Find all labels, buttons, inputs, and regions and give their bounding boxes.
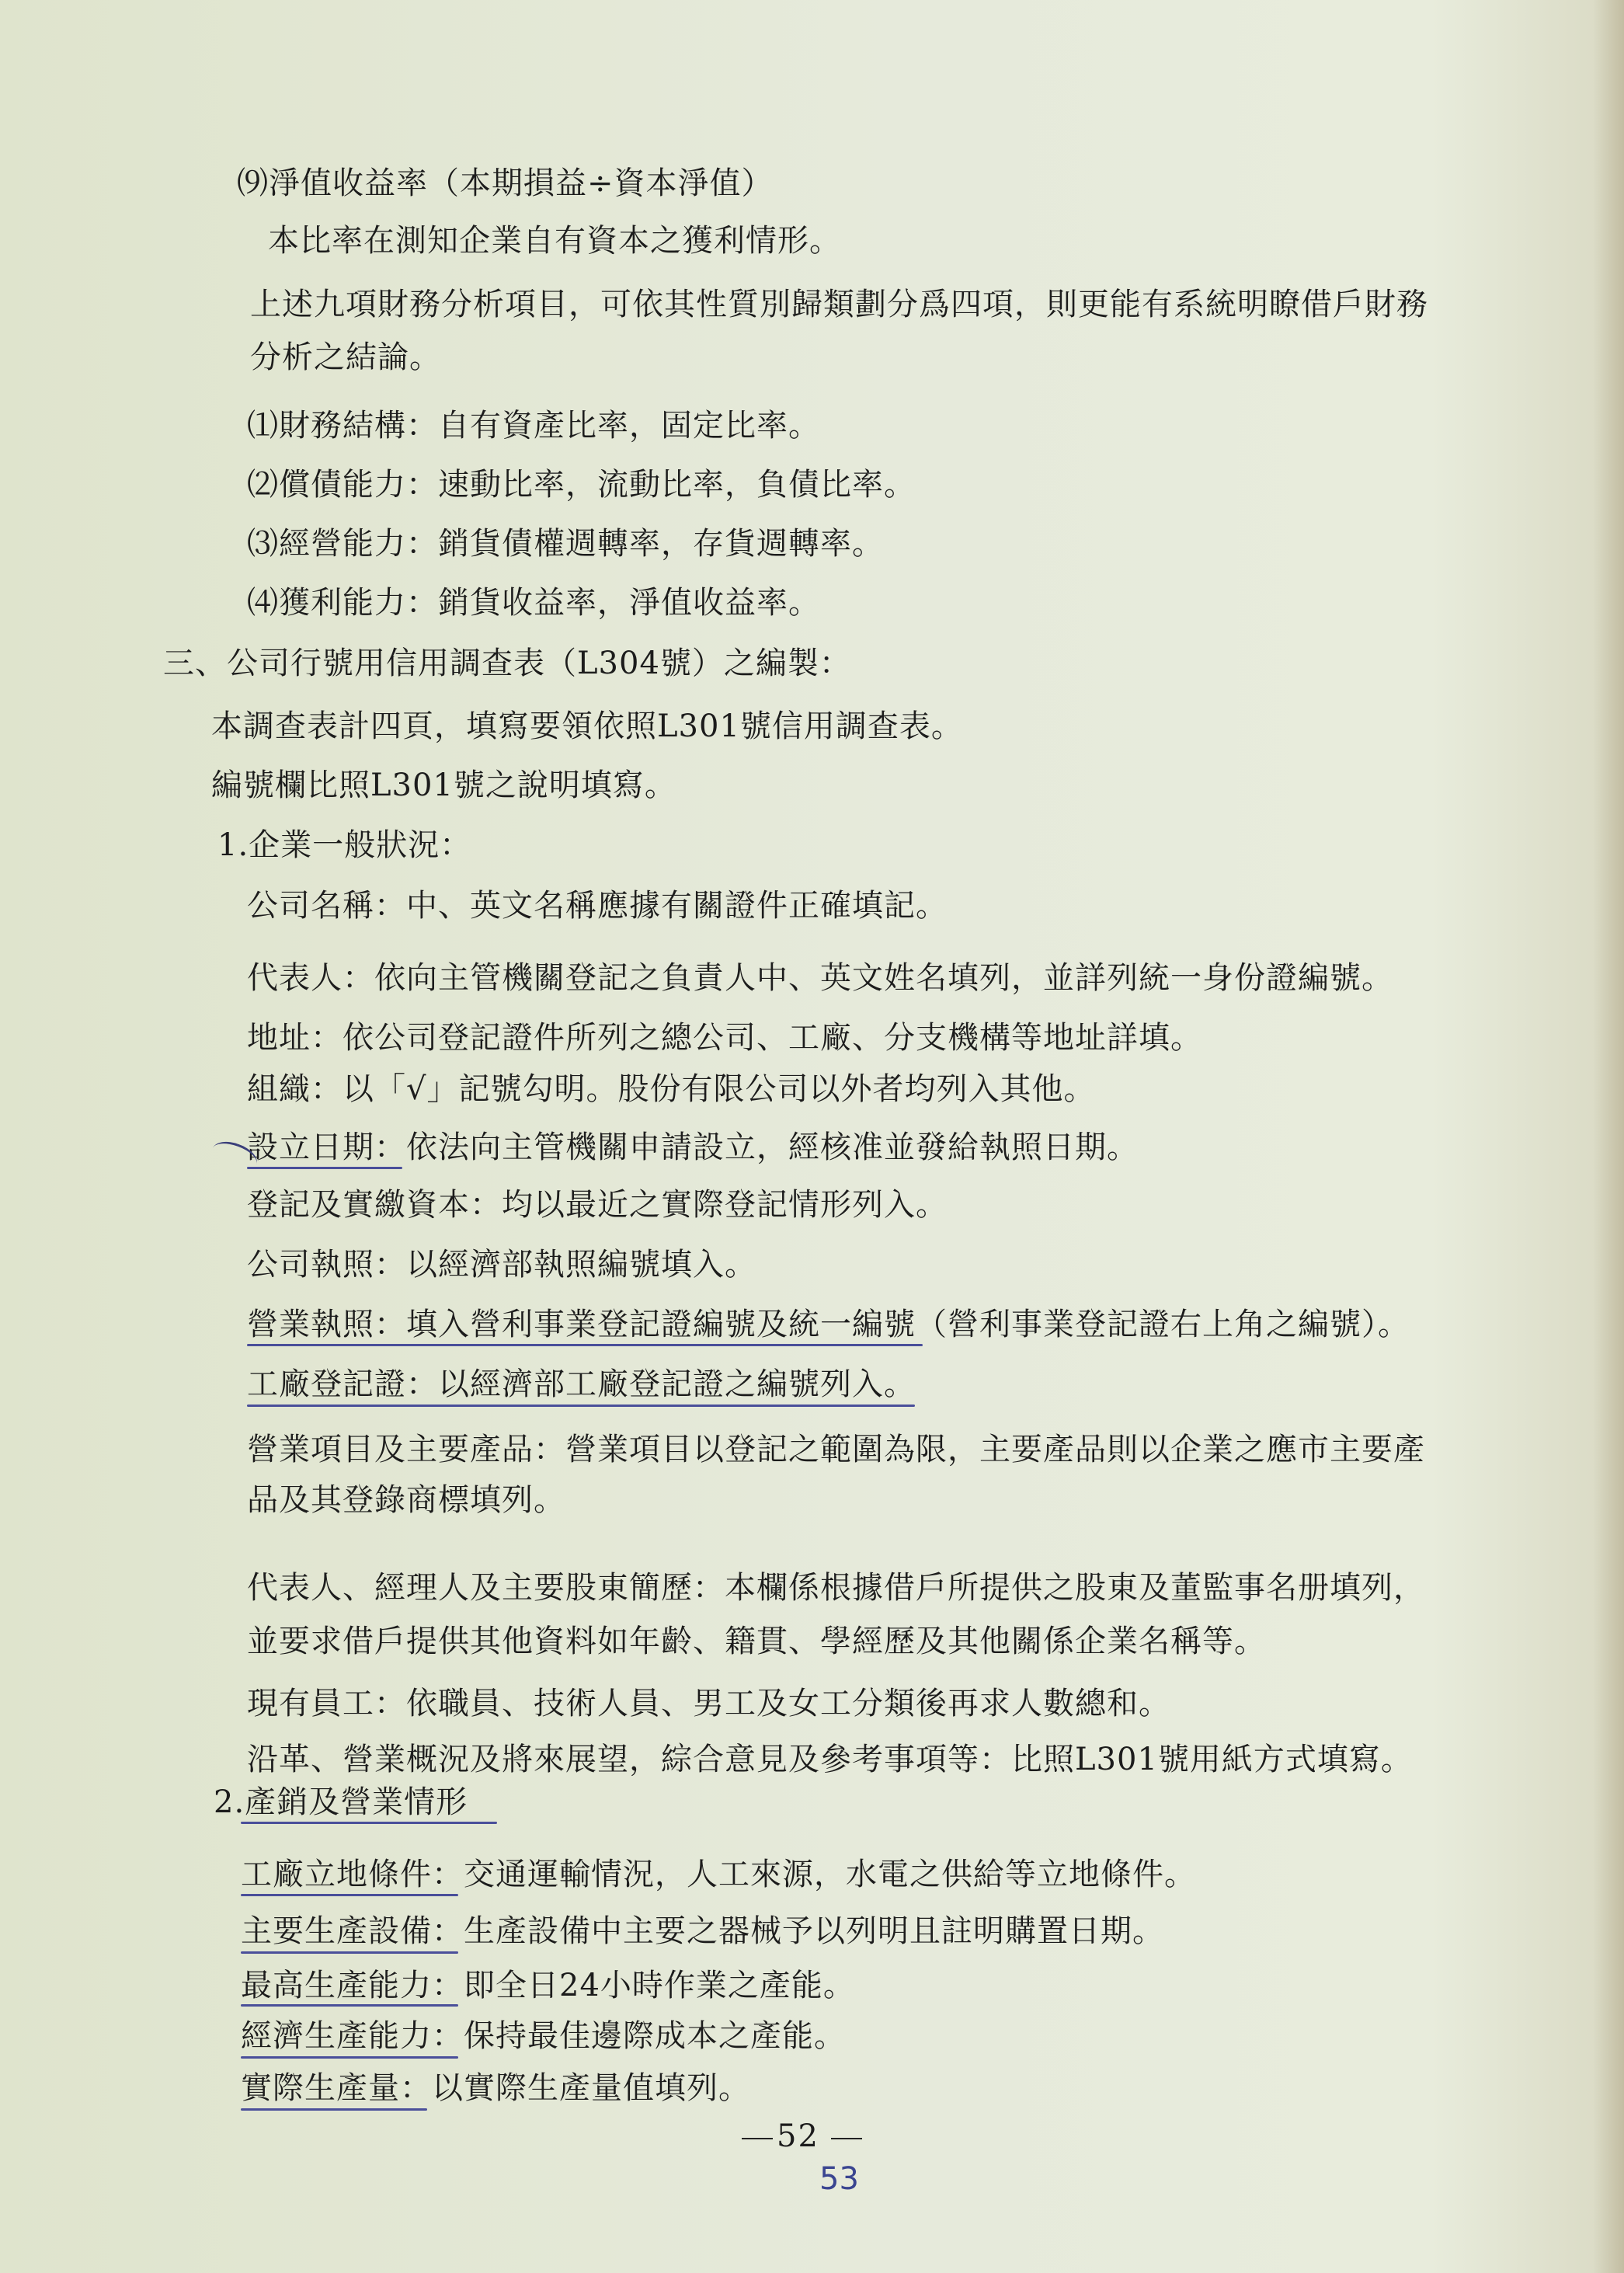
text-line-30: 主要生產設備：生產設備中主要之器械予以列明且註明購置日期。	[241, 1913, 1164, 1949]
text-line-27: 沿革、營業概況及將來展望，綜合意見及參考事項等：比照L301號用紙方式填寫。	[247, 1742, 1413, 1777]
text-line-17: 設立日期：依法向主管機關申請設立，經核准並發給執照日期。	[247, 1130, 1139, 1165]
text-line-05: ⑴財務結構：自有資產比率，固定比率。	[247, 408, 820, 444]
pen-underline	[247, 1405, 915, 1407]
text-line-02: 本比率在測知企業自有資本之獲利情形。	[268, 223, 841, 259]
text-line-08: ⑷獲利能力：銷貨收益率，淨值收益率。	[247, 585, 820, 621]
text-line-07: ⑶經營能力：銷貨債權週轉率，存貨週轉率。	[247, 526, 884, 562]
text-line-29: 工廠立地條件：交通運輸情況，人工來源，水電之供給等立地條件。	[241, 1857, 1196, 1892]
pen-underline	[247, 1344, 923, 1346]
pen-underline	[241, 2004, 458, 2007]
pen-underline	[241, 2056, 458, 2059]
pen-underline	[241, 1951, 458, 1954]
text-line-04: 分析之結論。	[250, 339, 441, 375]
text-line-03: 上述九項財務分析項目，可依其性質別歸類劃分爲四項，則更能有系統明瞭借戶財務	[250, 287, 1428, 322]
text-line-33: 實際生產量：以實際生產量值填列。	[241, 2070, 750, 2106]
text-line-13: 公司名稱：中、英文名稱應據有關證件正確填記。	[247, 888, 948, 924]
text-line-14: 代表人：依向主管機關登記之負責人中、英文姓名填列，並詳列統一身份證編號。	[247, 960, 1393, 996]
text-line-31: 最高生產能力：即全日24小時作業之產能。	[241, 1968, 855, 2003]
page-number-dash-left	[742, 2138, 773, 2139]
text-line-15: 地址：依公司登記證件所列之總公司、工廠、分支機構等地址詳填。	[247, 1020, 1202, 1056]
pen-underline	[247, 1167, 402, 1169]
text-line-06: ⑵償債能力：速動比率，流動比率，負債比率。	[247, 467, 916, 503]
text-line-32: 經濟生產能力：保持最佳邊際成本之產能。	[241, 2018, 846, 2054]
pen-underline	[241, 1822, 497, 1824]
text-line-16: 組織：以「√」記號勾明。股份有限公司以外者均列入其他。	[247, 1071, 1096, 1107]
subsection-heading-2: 2.產銷及營業情形	[214, 1784, 468, 1820]
subsection-heading-1: 1.企業一般狀況：	[217, 827, 472, 863]
text-line-18: 登記及實繳資本：均以最近之實際登記情形列入。	[247, 1187, 948, 1223]
text-line-21: 工廠登記證：以經濟部工廠登記證之編號列入。	[247, 1366, 916, 1402]
text-line-11: 編號欄比照L301號之說明填寫。	[211, 768, 676, 803]
text-line-26: 現有員工：依職員、技術人員、男工及女工分類後再求人數總和。	[247, 1686, 1170, 1721]
page-number: 52	[777, 2118, 819, 2154]
text-line-25: 並要求借戶提供其他資料如年齡、籍貫、學經歷及其他關係企業名稱等。	[247, 1624, 1266, 1659]
text-line-20: 營業執照：填入營利事業登記證編號及統一編號（營利事業登記證右上角之編號）。	[247, 1307, 1410, 1342]
pen-underline	[241, 2108, 427, 2111]
pen-underline	[241, 1894, 458, 1896]
text-line-23: 品及其登錄商標填列。	[247, 1482, 565, 1518]
page-number-dash-right	[831, 2138, 862, 2139]
text-line-01: ⑼淨值收益率（本期損益÷資本淨值）	[237, 165, 774, 201]
section-heading-3: 三、公司行號用信用調查表（L304號）之編製：	[163, 646, 851, 681]
text-line-19: 公司執照：以經濟部執照編號填入。	[247, 1247, 756, 1283]
text-line-10: 本調查表計四頁，填寫要領依照L301號信用調查表。	[211, 708, 963, 744]
text-line-22: 營業項目及主要產品：營業項目以登記之範圍為限，主要產品則以企業之應市主要產	[247, 1432, 1425, 1467]
text-line-24: 代表人、經理人及主要股東簡歷：本欄係根據借戶所提供之股東及董監事名册填列，	[247, 1570, 1425, 1606]
handwritten-page-number: 53	[819, 2161, 859, 2197]
